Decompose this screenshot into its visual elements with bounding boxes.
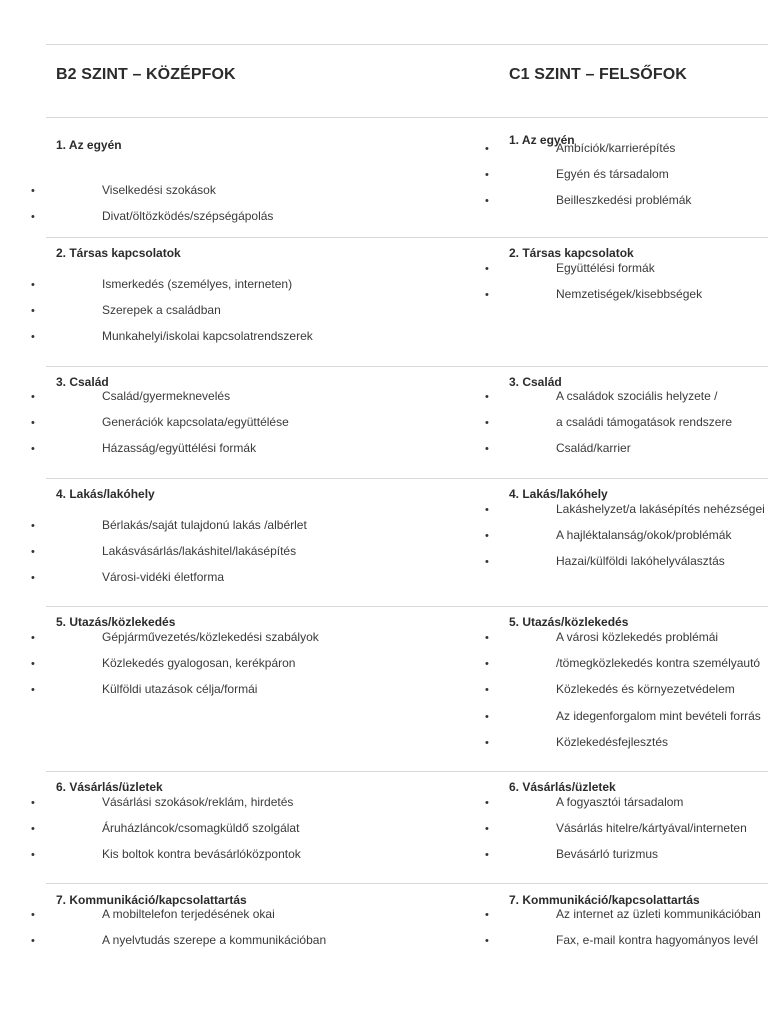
list-item: Ismerkedés (személyes, interneten) <box>102 277 293 291</box>
bullet-icon: • <box>485 632 489 644</box>
bullet-icon: • <box>31 331 35 343</box>
bullet-icon: • <box>31 211 35 223</box>
list-item: Közlekedés gyalogosan, kerékpáron <box>102 656 296 670</box>
bullet-icon: • <box>31 417 35 429</box>
bullet-icon: • <box>485 849 489 861</box>
bullet-icon: • <box>485 909 489 921</box>
list-item: A mobiltelefon terjedésének okai <box>102 907 275 921</box>
list-item: /tömegközlekedés kontra személyautó <box>556 656 761 670</box>
bullet-icon: • <box>485 737 489 749</box>
bullet-icon: • <box>31 823 35 835</box>
bullet-icon: • <box>485 391 489 403</box>
list-item: Házasság/együttélési formák <box>102 441 257 455</box>
bullet-icon: • <box>485 556 489 568</box>
list-item: Az idegenforgalom mint bevételi forrás <box>556 709 761 723</box>
bullet-icon: • <box>31 572 35 584</box>
bullet-icon: • <box>31 849 35 861</box>
bullet-icon: • <box>31 391 35 403</box>
bullet-icon: • <box>485 504 489 516</box>
list-item: Vásárlási szokások/reklám, hirdetés <box>102 795 294 809</box>
column-heading-c1: C1 SZINT – FELSŐFOK <box>509 66 687 83</box>
list-item: Vásárlás hitelre/kártyával/interneten <box>556 821 747 835</box>
bullet-icon: • <box>31 632 35 644</box>
list-item: Ambíciók/karrierépítés <box>556 141 676 155</box>
list-item: A hajléktalanság/okok/problémák <box>556 528 732 542</box>
bullet-icon: • <box>485 263 489 275</box>
list-item: Generációk kapcsolata/együttélése <box>102 415 289 429</box>
section-title: 2. Társas kapcsolatok <box>56 246 181 260</box>
list-item: A nyelvtudás szerepe a kommunikációban <box>102 933 327 947</box>
bullet-icon: • <box>485 684 489 696</box>
list-item: Fax, e-mail kontra hagyományos levél <box>556 933 759 947</box>
list-item: Szerepek a családban <box>102 303 221 317</box>
list-item: A fogyasztói társadalom <box>556 795 684 809</box>
row-divider <box>46 478 768 479</box>
bullet-icon: • <box>485 195 489 207</box>
row-divider <box>46 771 768 772</box>
bullet-icon: • <box>31 797 35 809</box>
bullet-icon: • <box>485 443 489 455</box>
bullet-icon: • <box>485 289 489 301</box>
bullet-icon: • <box>485 169 489 181</box>
list-item: Beilleszkedési problémák <box>556 193 692 207</box>
list-item: Lakásvásárlás/lakáshitel/lakásépítés <box>102 544 297 558</box>
section-title: 7. Kommunikáció/kapcsolattartás <box>509 893 700 907</box>
section-title: 6. Vásárlás/üzletek <box>56 780 163 794</box>
row-divider <box>46 44 768 45</box>
section-title: 1. Az egyén <box>509 133 575 147</box>
list-item: Bérlakás/saját tulajdonú lakás /albérlet <box>102 518 307 532</box>
list-item: Divat/öltözködés/szépségápolás <box>102 209 274 223</box>
bullet-icon: • <box>31 185 35 197</box>
column-heading-b2: B2 SZINT – KÖZÉPFOK <box>56 66 236 83</box>
list-item: Nemzetiségek/kisebbségek <box>556 287 703 301</box>
list-item: Gépjárművezetés/közlekedési szabályok <box>102 630 319 644</box>
list-item: Áruházláncok/csomagküldő szolgálat <box>102 821 300 835</box>
bullet-icon: • <box>485 711 489 723</box>
list-item: Külföldi utazások célja/formái <box>102 682 258 696</box>
row-divider <box>46 606 768 607</box>
row-divider <box>46 117 768 118</box>
bullet-icon: • <box>31 909 35 921</box>
bullet-icon: • <box>31 546 35 558</box>
list-item: Közlekedésfejlesztés <box>556 735 669 749</box>
list-item: Család/karrier <box>556 441 631 455</box>
row-divider <box>46 366 768 367</box>
bullet-icon: • <box>31 443 35 455</box>
bullet-icon: • <box>31 684 35 696</box>
section-title: 7. Kommunikáció/kapcsolattartás <box>56 893 247 907</box>
bullet-icon: • <box>31 279 35 291</box>
bullet-icon: • <box>31 658 35 670</box>
bullet-icon: • <box>485 935 489 947</box>
list-item: Lakáshelyzet/a lakásépítés nehézségei <box>556 502 765 516</box>
list-item: Hazai/külföldi lakóhelyválasztás <box>556 554 725 568</box>
list-item: Kis boltok kontra bevásárlóközpontok <box>102 847 301 861</box>
section-title: 2. Társas kapcsolatok <box>509 246 634 260</box>
row-divider <box>46 883 768 884</box>
bullet-icon: • <box>31 520 35 532</box>
list-item: a családi támogatások rendszere <box>556 415 733 429</box>
section-title: 5. Utazás/közlekedés <box>56 615 176 629</box>
bullet-icon: • <box>485 658 489 670</box>
bullet-icon: • <box>485 530 489 542</box>
row-divider <box>46 237 768 238</box>
bullet-icon: • <box>485 417 489 429</box>
section-title: 6. Vásárlás/üzletek <box>509 780 616 794</box>
section-title: 5. Utazás/közlekedés <box>509 615 629 629</box>
list-item: Az internet az üzleti kommunikációban <box>556 907 761 921</box>
list-item: Együttélési formák <box>556 261 655 275</box>
list-item: A családok szociális helyzete / <box>556 389 718 403</box>
list-item: Munkahelyi/iskolai kapcsolatrendszerek <box>102 329 313 343</box>
section-title: 4. Lakás/lakóhely <box>56 487 155 501</box>
list-item: Városi-vidéki életforma <box>102 570 225 584</box>
list-item: Család/gyermeknevelés <box>102 389 231 403</box>
bullet-icon: • <box>485 797 489 809</box>
section-title: 3. Család <box>56 375 109 389</box>
bullet-icon: • <box>485 143 489 155</box>
section-title: 4. Lakás/lakóhely <box>509 487 608 501</box>
bullet-icon: • <box>485 823 489 835</box>
list-item: Bevásárló turizmus <box>556 847 659 861</box>
list-item: Egyén és társadalom <box>556 167 669 181</box>
list-item: Viselkedési szokások <box>102 183 216 197</box>
bullet-icon: • <box>31 305 35 317</box>
section-title: 3. Család <box>509 375 562 389</box>
list-item: Közlekedés és környezetvédelem <box>556 682 735 696</box>
list-item: A városi közlekedés problémái <box>556 630 719 644</box>
bullet-icon: • <box>31 935 35 947</box>
section-title: 1. Az egyén <box>56 138 122 152</box>
